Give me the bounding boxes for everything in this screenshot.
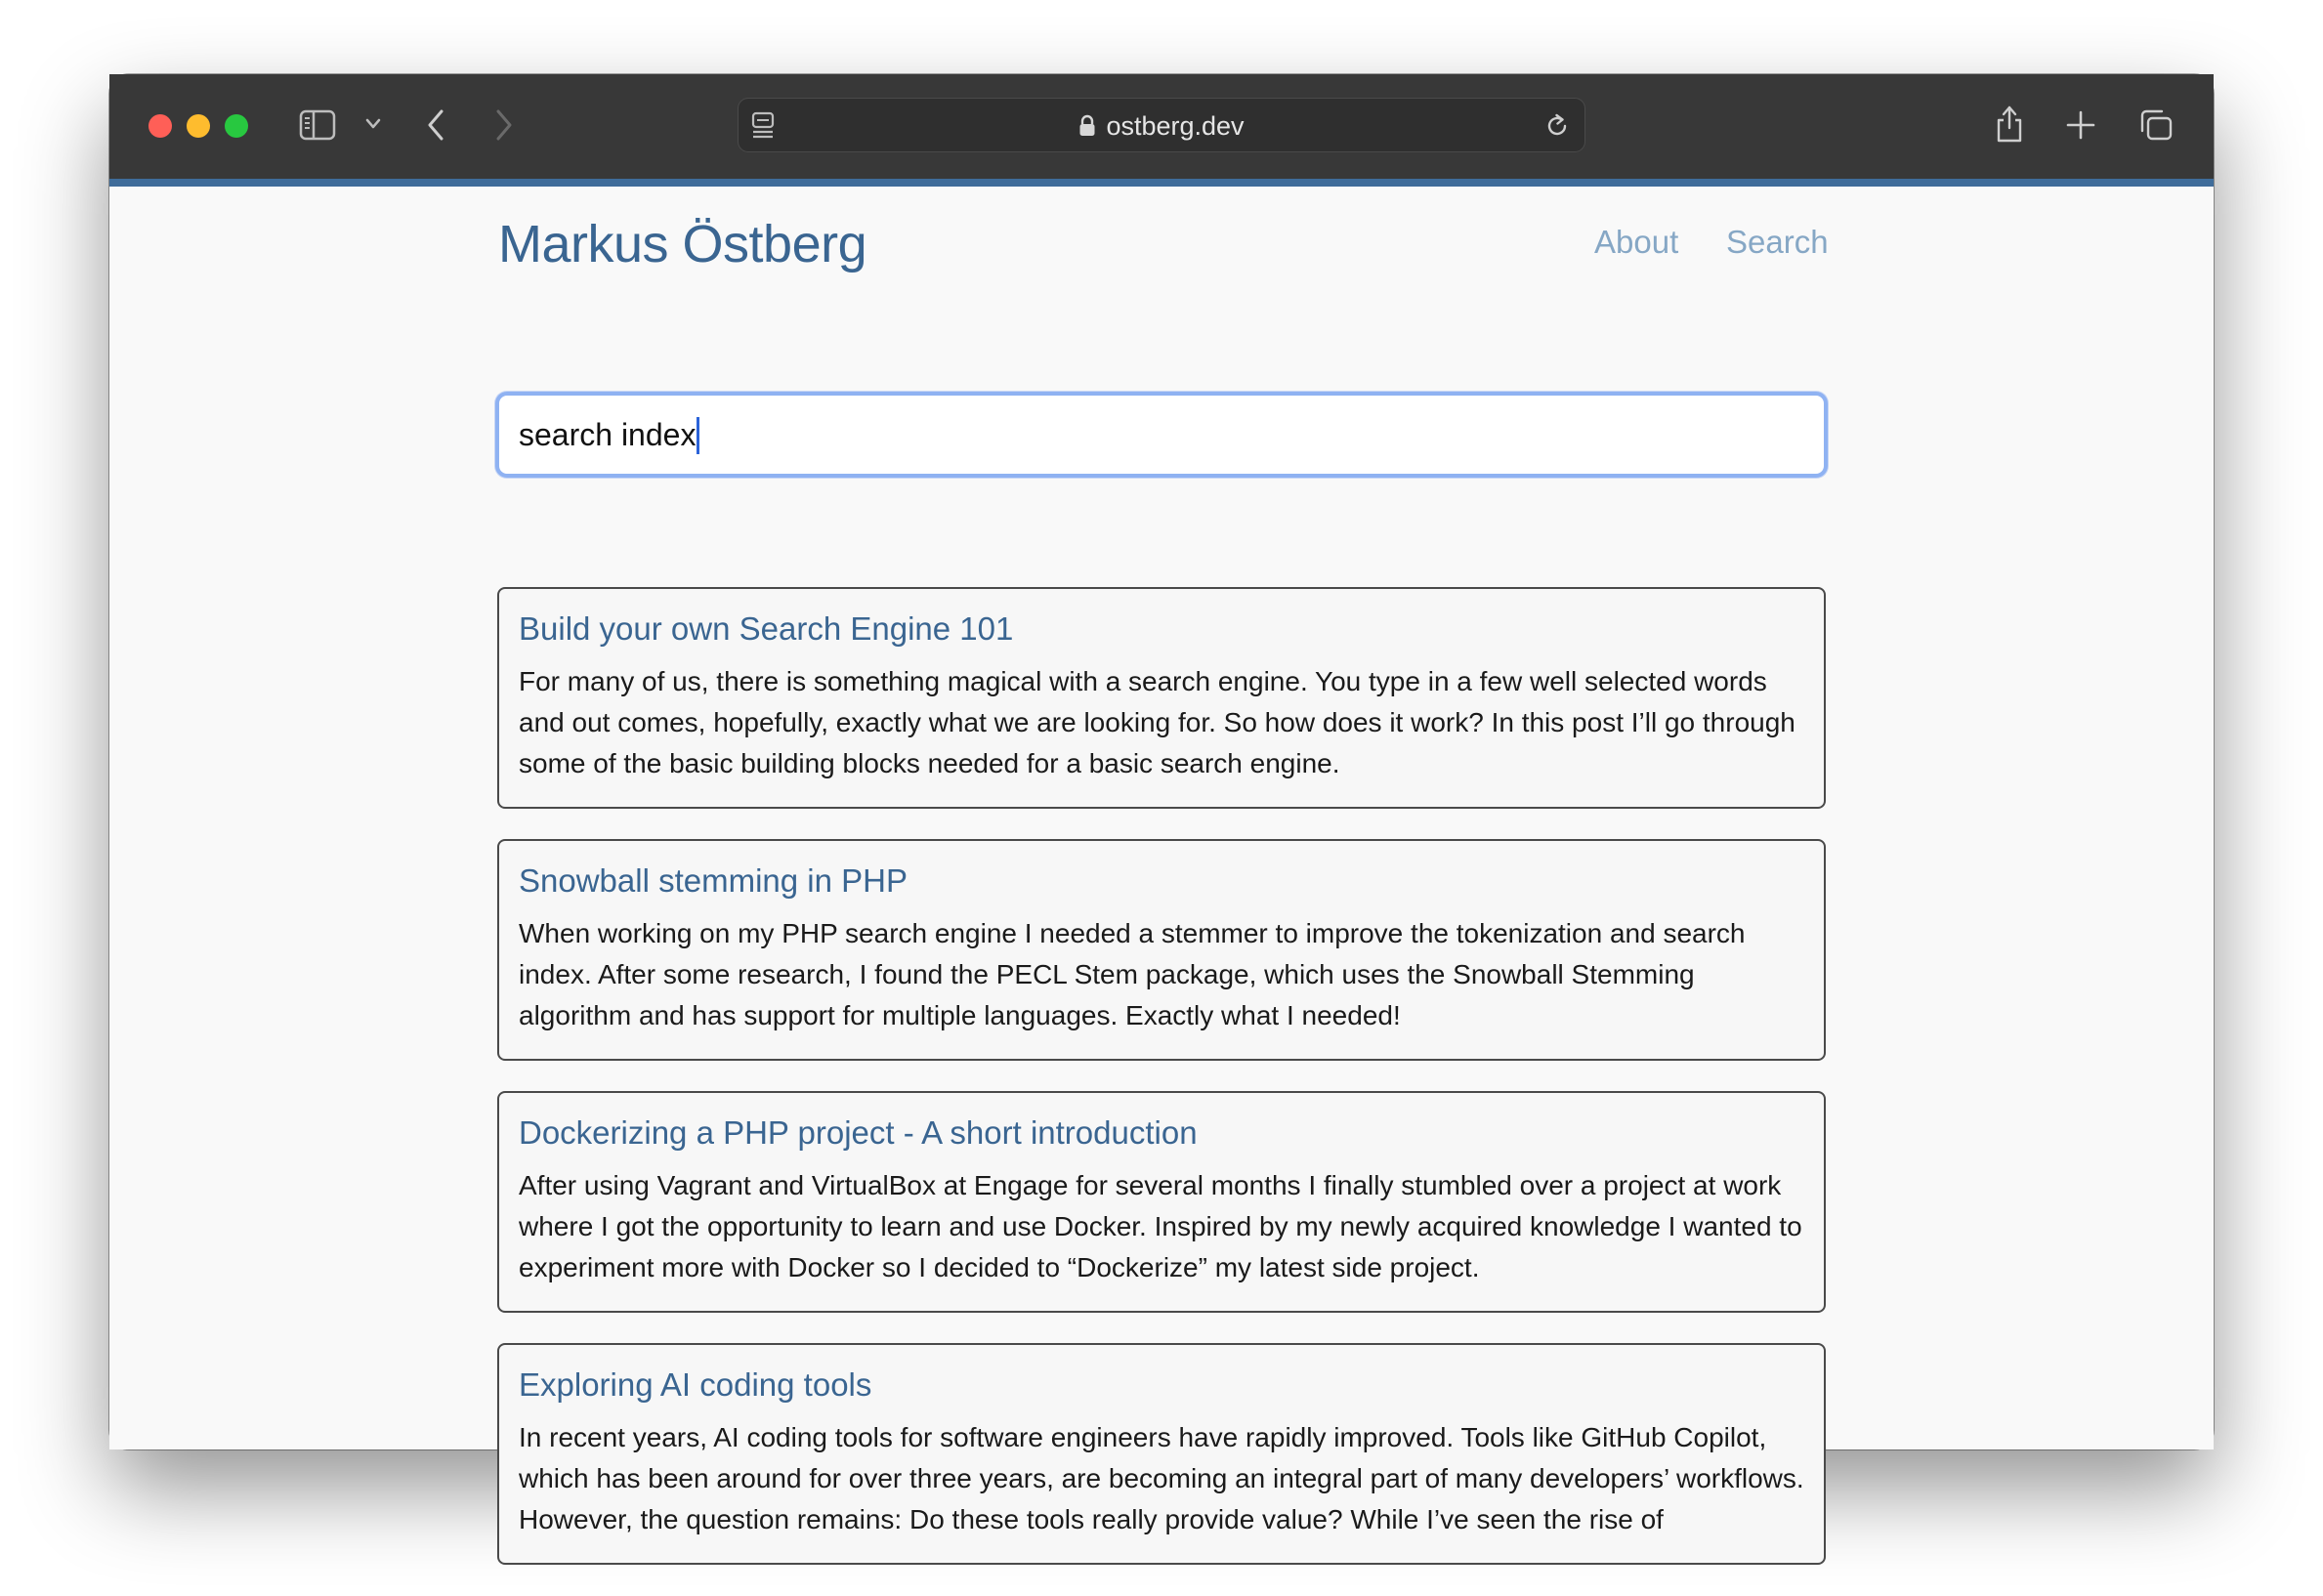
new-tab-plus-icon[interactable] [2065, 109, 2096, 141]
maximize-window-button[interactable] [225, 114, 248, 138]
nav-search-link[interactable]: Search [1726, 224, 1829, 260]
result-title-link[interactable]: Snowball stemming in PHP [519, 862, 908, 899]
result-excerpt: When working on my PHP search engine I needed a stemmer to improve the tokenization and search index. After some research, I found the PECL Stem package, which uses the Snowball Stemming algorithm and has support for multiple languages. Exactly what I needed! [519, 918, 1746, 1030]
page-accent-strip [109, 179, 2214, 187]
forward-arrow-icon[interactable] [492, 107, 516, 143]
close-window-button[interactable] [148, 114, 172, 138]
share-icon[interactable] [1993, 104, 2026, 145]
back-arrow-icon[interactable] [424, 107, 447, 143]
result-excerpt: For many of us, there is something magical with a search engine. You type in a few well selected words and out comes, hopefully, exactly what we are looking for. So how does it work? In this post I’ll go through some of the basic building blocks needed for a basic search engine. [519, 666, 1795, 778]
result-title-link[interactable]: Dockerizing a PHP project - A short introduction [519, 1114, 1198, 1151]
reload-icon[interactable] [1543, 111, 1571, 146]
browser-window [109, 74, 2214, 1534]
result-card [497, 1343, 1826, 1565]
result-title-link[interactable]: Exploring AI coding tools [519, 1366, 872, 1403]
sidebar-toggle-icon[interactable] [299, 109, 336, 141]
result-excerpt: In recent years, AI coding tools for software engineers have rapidly improved. Tools like GitHub Copilot, which has been around for over three years, are becoming an integral part of many developers’ workflows. However, the question remains: Do these tools really provide value? While I’ve seen the rise of [519, 1422, 1804, 1534]
result-title-link[interactable]: Build your own Search Engine 101 [519, 610, 1014, 647]
minimize-window-button[interactable] [187, 114, 210, 138]
lock-icon [1078, 114, 1096, 138]
text-cursor [697, 417, 699, 454]
browser-toolbar [109, 74, 2214, 179]
nav-about-link[interactable]: About [1594, 224, 1679, 260]
result-card [497, 1091, 1826, 1313]
search-field[interactable] [495, 392, 1828, 478]
address-bar[interactable] [738, 98, 1585, 152]
result-excerpt: After using Vagrant and VirtualBox at Engage for several months I finally stumbled over a project at work where I got the opportunity to learn and use Docker. Inspired by my newly acquired knowledge I wanted to experiment more with Docker so I decided to “Dockerize” my latest side project. [519, 1170, 1802, 1282]
result-card [497, 839, 1826, 1061]
site-title[interactable]: Markus Östberg [498, 215, 867, 273]
search-input[interactable] [519, 396, 1798, 474]
result-card [497, 587, 1826, 809]
url-text: ostberg.dev [1106, 110, 1245, 141]
tab-overview-icon[interactable] [2137, 107, 2175, 143]
page-content [109, 187, 2214, 1534]
chevron-down-icon[interactable] [365, 117, 381, 131]
